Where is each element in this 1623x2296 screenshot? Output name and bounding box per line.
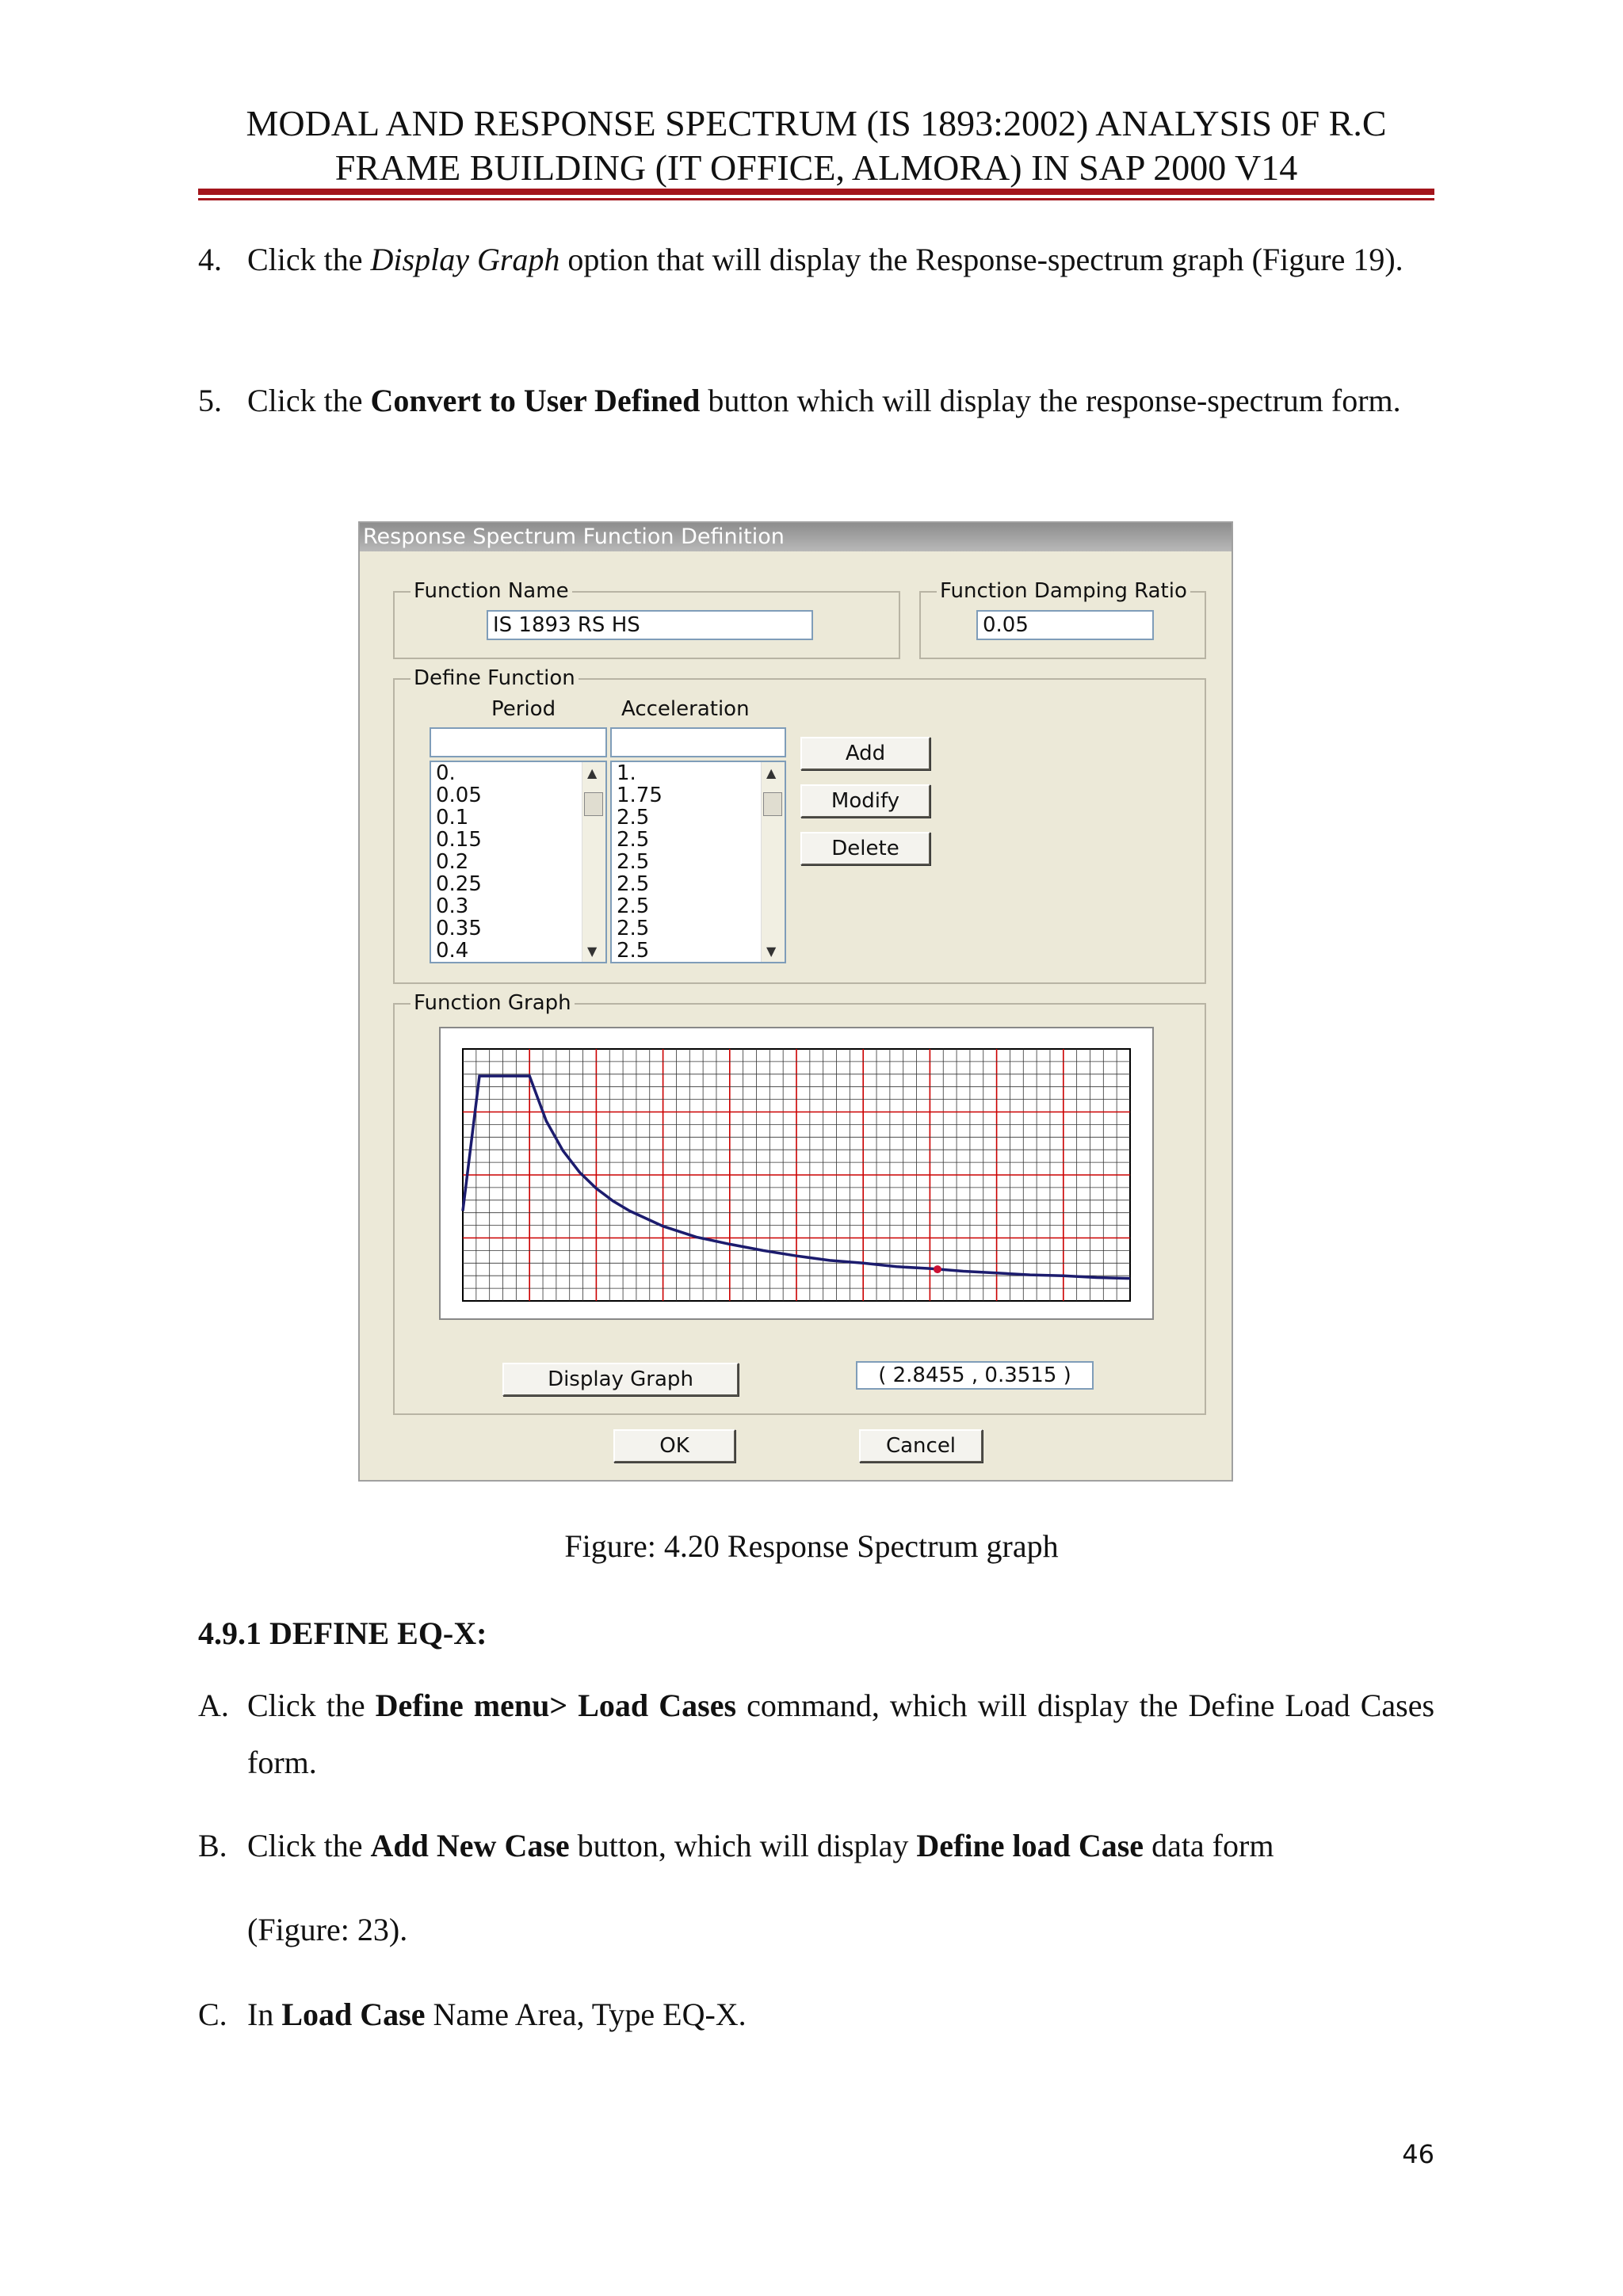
damping-ratio-field[interactable]: 0.05	[976, 610, 1154, 640]
section-heading: 4.9.1 DEFINE EQ-X:	[198, 1615, 487, 1651]
scroll-thumb[interactable]	[763, 792, 782, 816]
delete-button[interactable]: Delete	[800, 832, 930, 865]
list-item[interactable]: 0.35	[436, 917, 482, 940]
list-item[interactable]: 0.2	[436, 850, 469, 874]
step-text: Click the Convert to User Defined button which will display the response-spectrum form.	[247, 383, 1401, 418]
figure-caption: Figure: 4.20 Response Spectrum graph	[564, 1528, 1059, 1564]
list-item[interactable]: 2.5	[617, 872, 650, 896]
list-item[interactable]: 0.05	[436, 784, 482, 807]
substep-a	[198, 1677, 1434, 1791]
list-item[interactable]: 2.5	[617, 828, 650, 852]
step-text: Click the Display Graph option that will display the Response-spectrum graph (Figure 19).	[247, 242, 1403, 277]
substep-text: Click the Add New Case button, which will display Define load Case data form	[247, 1828, 1274, 1863]
add-button[interactable]: Add	[800, 737, 930, 770]
list-item[interactable]: 2.5	[617, 850, 650, 874]
list-item[interactable]: 1.	[617, 761, 636, 785]
convert-button-ref: Convert to User Defined	[370, 383, 701, 418]
period-scrollbar[interactable]	[582, 762, 605, 962]
scroll-thumb[interactable]	[584, 792, 603, 816]
substep-letter: C.	[198, 1997, 227, 2032]
period-list-items	[431, 762, 605, 962]
list-item[interactable]: 2.5	[617, 806, 650, 830]
list-item[interactable]: 0.15	[436, 828, 482, 852]
function-graph-panel	[439, 1027, 1154, 1320]
page-number: 46	[1402, 2139, 1434, 2169]
scroll-down-icon[interactable]: ▼	[766, 944, 777, 959]
acceleration-input[interactable]	[610, 727, 786, 757]
list-item[interactable]: 2.5	[617, 939, 650, 963]
list-item[interactable]: 0.3	[436, 894, 469, 918]
header-line-1: MODAL AND RESPONSE SPECTRUM (IS 1893:2002) ANALYSIS 0F R.C	[246, 103, 1387, 143]
define-function-label: Define Function	[411, 666, 579, 691]
function-name-label: Function Name	[411, 578, 572, 604]
step-5	[198, 372, 1434, 429]
function-name-field[interactable]: IS 1893 RS HS	[487, 610, 813, 640]
figure-reference: (Figure: 23).	[247, 1912, 408, 1947]
substep-letter: B.	[198, 1828, 227, 1863]
damping-ratio-label: Function Damping Ratio	[937, 578, 1190, 604]
cancel-button[interactable]: Cancel	[859, 1429, 983, 1463]
acceleration-header: Acceleration	[621, 697, 750, 721]
cursor-marker	[934, 1265, 941, 1273]
substep-b	[198, 1817, 1434, 1875]
list-item[interactable]: 0.	[436, 761, 456, 785]
list-item[interactable]: 2.5	[617, 894, 650, 918]
response-spectrum-dialog	[358, 521, 1233, 1482]
header-rule	[198, 189, 1434, 195]
function-name-group	[393, 579, 900, 659]
period-header: Period	[491, 697, 556, 721]
ok-button[interactable]: OK	[613, 1429, 735, 1463]
scroll-up-icon[interactable]: ▲	[587, 765, 598, 780]
display-graph-button[interactable]: Display Graph	[502, 1363, 739, 1396]
list-item[interactable]: 1.75	[617, 784, 663, 807]
acceleration-scrollbar[interactable]	[761, 762, 785, 962]
step-number: 4.	[198, 242, 222, 277]
running-header	[198, 101, 1434, 190]
header-rule-thin	[198, 198, 1434, 200]
list-item[interactable]: 0.1	[436, 806, 469, 830]
damping-ratio-group	[919, 579, 1206, 659]
period-input[interactable]	[430, 727, 607, 757]
display-graph-ref: Display Graph	[370, 242, 560, 277]
step-4	[198, 231, 1434, 288]
substep-c	[198, 1986, 1434, 2043]
list-item[interactable]: 0.4	[436, 939, 469, 963]
response-spectrum-chart	[441, 1028, 1152, 1318]
acceleration-list-items	[612, 762, 785, 962]
list-item[interactable]: 0.25	[436, 872, 482, 896]
header-line-2: FRAME BUILDING (IT OFFICE, ALMORA) IN SAP 2000 V14	[334, 147, 1298, 188]
scroll-up-icon[interactable]: ▲	[766, 765, 777, 780]
substep-text: In Load Case Name Area, Type EQ-X.	[247, 1997, 747, 2032]
scroll-down-icon[interactable]: ▼	[587, 944, 598, 959]
dialog-title: Response Spectrum Function Definition	[360, 523, 1232, 551]
acceleration-list[interactable]	[610, 761, 786, 963]
define-function-group	[393, 666, 1206, 984]
list-item[interactable]: 2.5	[617, 917, 650, 940]
period-list[interactable]	[430, 761, 607, 963]
function-graph-label: Function Graph	[411, 990, 575, 1016]
cursor-coordinate-readout: ( 2.8455 , 0.3515 )	[856, 1361, 1094, 1390]
modify-button[interactable]: Modify	[800, 784, 930, 818]
substep-letter: A.	[198, 1688, 229, 1723]
step-number: 5.	[198, 383, 222, 418]
substep-text: Click the Define menu> Load Cases command, which will display the Define Load Cases form.	[247, 1688, 1435, 1780]
